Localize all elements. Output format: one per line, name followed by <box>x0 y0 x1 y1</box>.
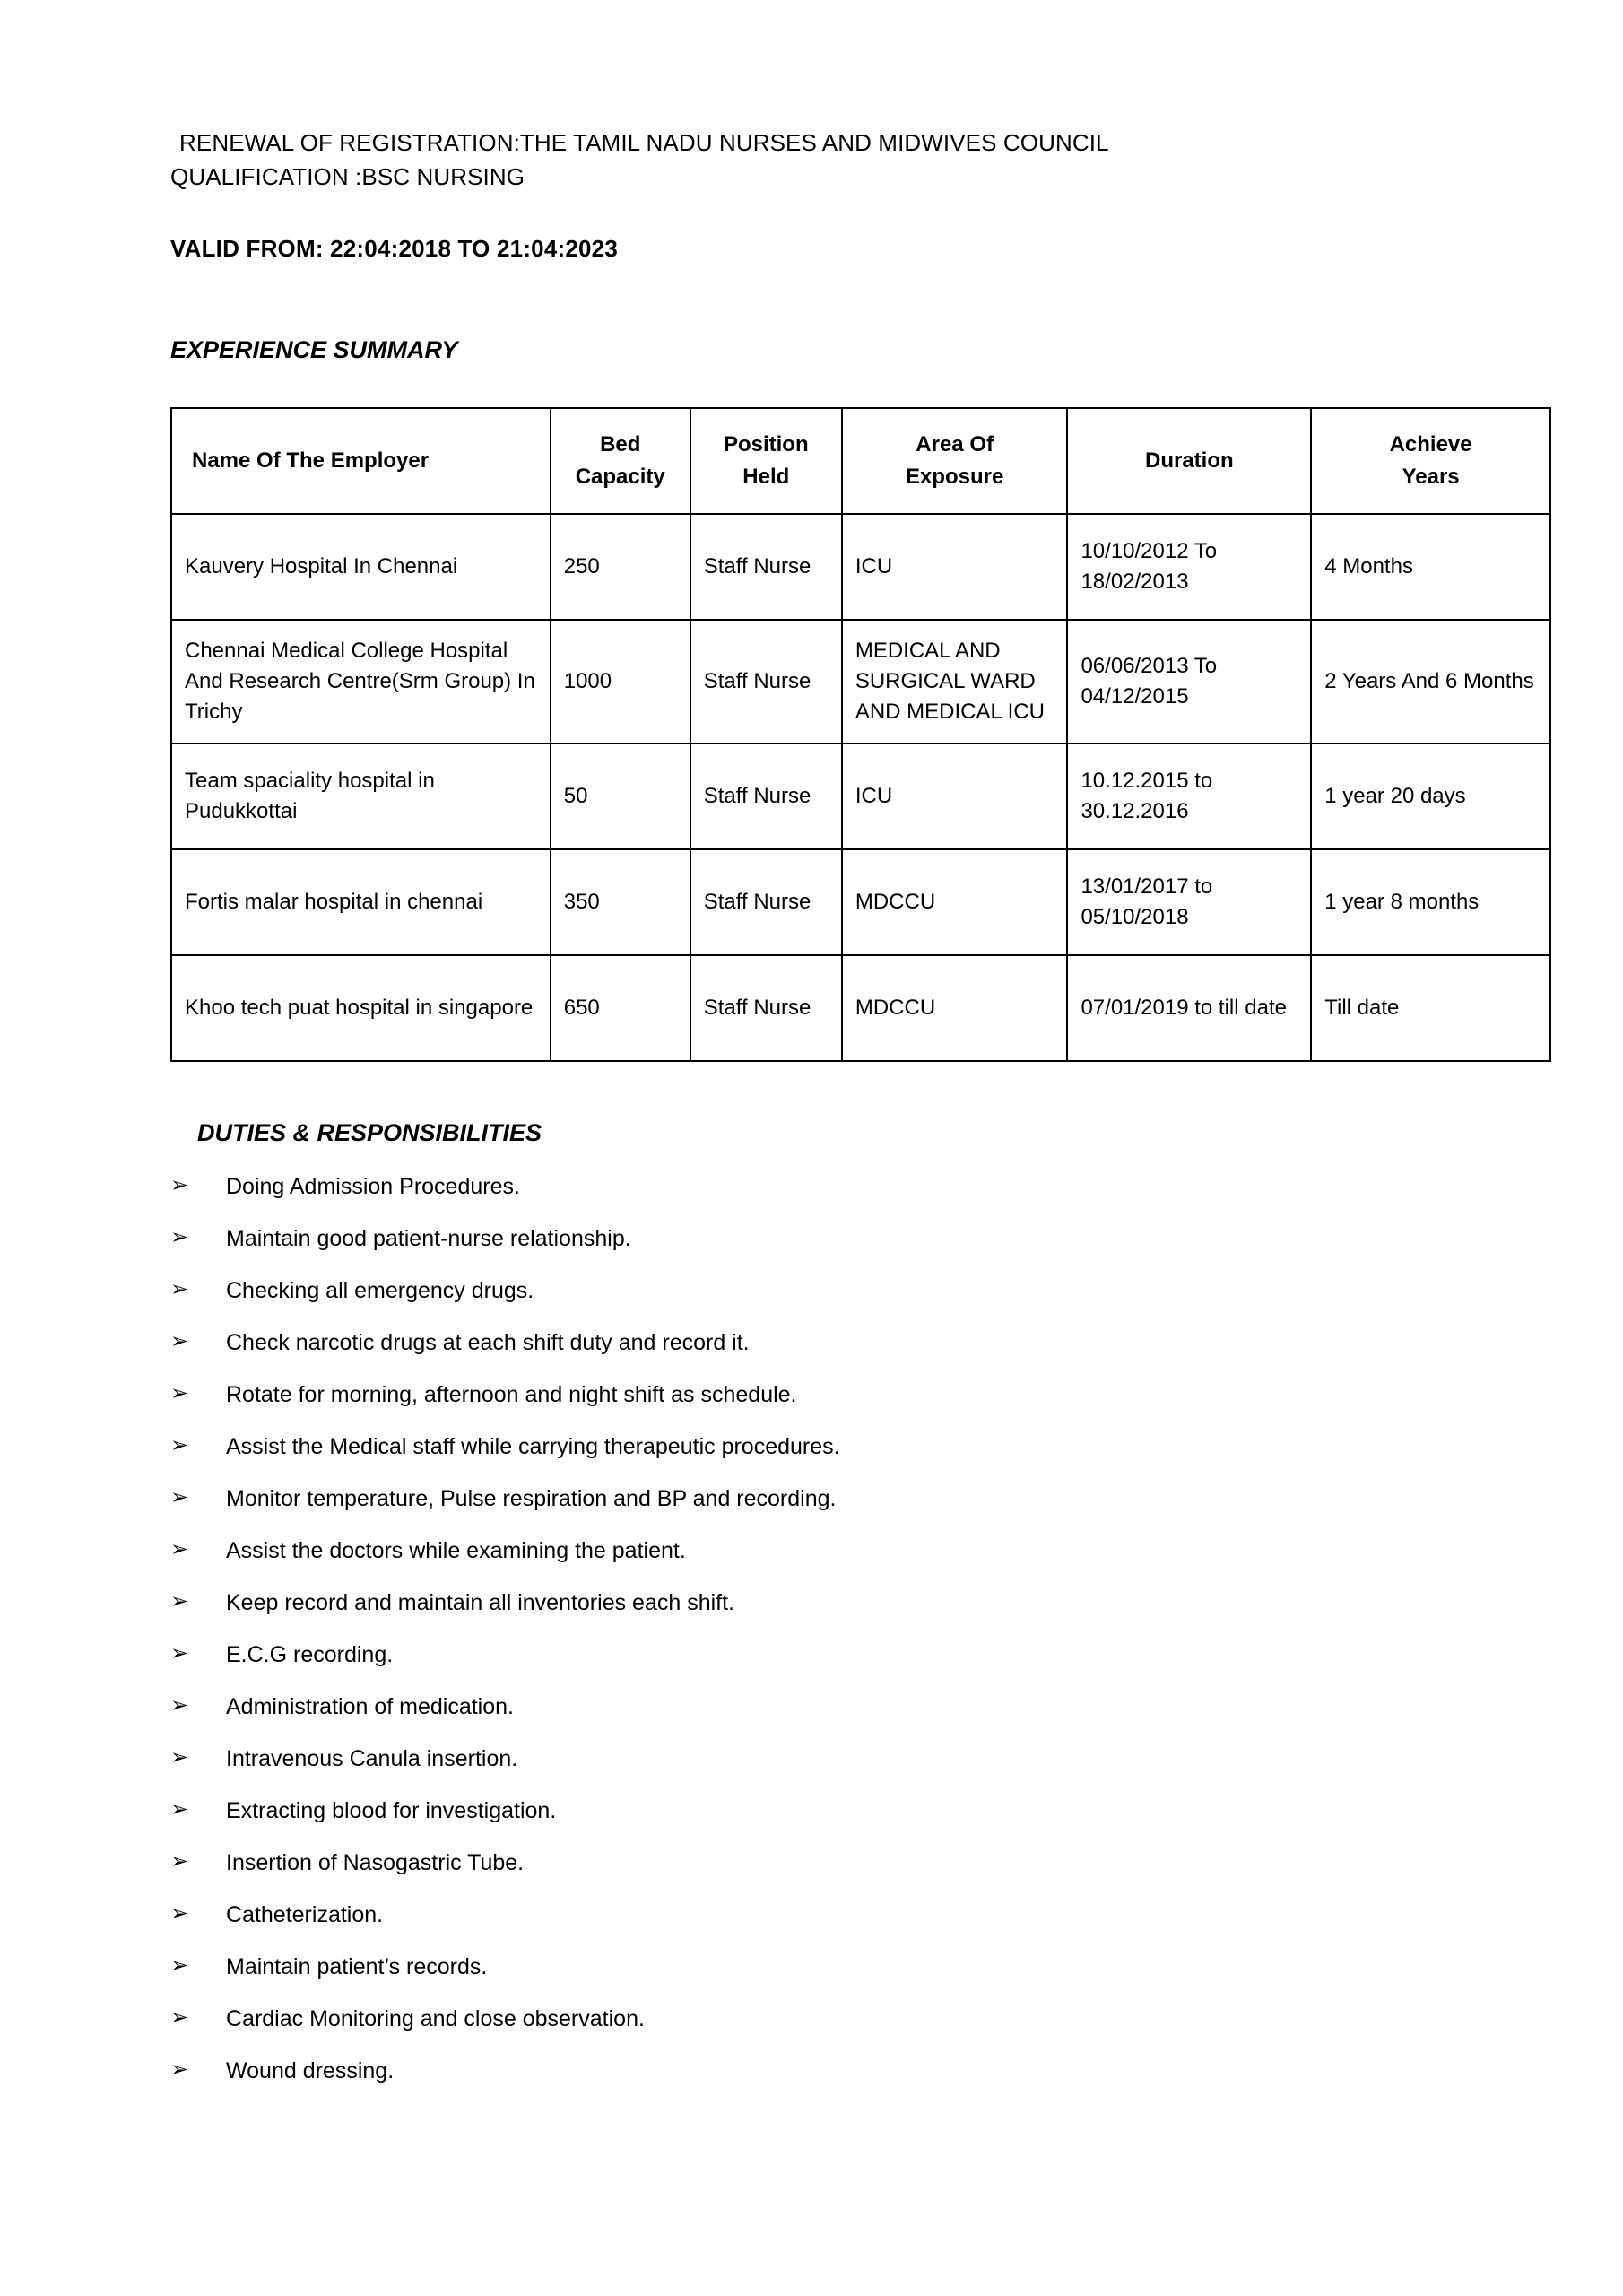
column-header-achieve-line2: Years <box>1402 465 1460 489</box>
list-item-label: Keep record and maintain all inventories each shift. <box>226 1590 734 1615</box>
column-header-achieve-line1: Achieve <box>1389 432 1472 457</box>
arrow-bullet-icon: ➢ <box>170 1745 189 1770</box>
experience-table <box>170 407 1551 1062</box>
arrow-bullet-icon: ➢ <box>170 1589 189 1613</box>
arrow-bullet-icon: ➢ <box>170 1953 189 1978</box>
cell-bed-capacity: 250 <box>551 514 690 620</box>
column-header-position-held-line2: Held <box>742 465 790 489</box>
list-item <box>170 1588 1515 1617</box>
cell-position: Staff Nurse <box>690 514 842 620</box>
list-item <box>170 2057 1515 2085</box>
list-item <box>170 1692 1515 1721</box>
list-item <box>170 1380 1515 1409</box>
qualification-line: QUALIFICATION :BSC NURSING <box>170 163 525 190</box>
cell-area: ICU <box>842 744 1068 849</box>
column-header-position-held-line1: Position <box>723 432 809 457</box>
list-item-label: Catheterization. <box>226 1902 384 1927</box>
list-item-label: Intravenous Canula insertion. <box>226 1746 518 1771</box>
cell-area: MDCCU <box>842 955 1068 1061</box>
column-header-bed-capacity-line2: Capacity <box>575 465 665 489</box>
list-item-label: E.C.G recording. <box>226 1642 394 1667</box>
list-item <box>170 1432 1515 1461</box>
duties-title: DUTIES & RESPONSIBILITIES <box>197 1119 542 1146</box>
list-item-label: Cardiac Monitoring and close observation. <box>226 2006 645 2031</box>
cell-achieve: 4 Months <box>1311 514 1550 620</box>
cell-achieve: Till date <box>1311 955 1550 1061</box>
column-header-bed-capacity-line1: Bed <box>600 432 641 457</box>
list-item-label: Administration of medication. <box>226 1694 514 1719</box>
list-item <box>170 1328 1515 1357</box>
list-item <box>170 1172 1515 1201</box>
column-header-area-line2: Exposure <box>905 465 1004 489</box>
arrow-bullet-icon: ➢ <box>170 1641 189 1665</box>
column-header-position-held <box>690 408 842 514</box>
cell-employer: Khoo tech puat hospital in singapore <box>171 955 551 1061</box>
arrow-bullet-icon: ➢ <box>170 1329 189 1353</box>
list-item <box>170 1900 1515 1929</box>
list-item-label: Assist the Medical staff while carrying therapeutic procedures. <box>226 1434 840 1459</box>
cell-position: Staff Nurse <box>690 620 842 744</box>
cell-area: ICU <box>842 514 1068 620</box>
column-header-employer <box>171 408 551 514</box>
column-header-duration-line1: Duration <box>1145 448 1234 473</box>
table-header-row <box>171 408 1550 514</box>
validity-line: VALID FROM: 22:04:2018 TO 21:04:2023 <box>170 235 618 262</box>
list-item-label: Check narcotic drugs at each shift duty and record it. <box>226 1330 750 1355</box>
experience-summary-title: EXPERIENCE SUMMARY <box>170 336 458 363</box>
table-row <box>171 620 1550 744</box>
list-item <box>170 1640 1515 1669</box>
cell-bed-capacity: 650 <box>551 955 690 1061</box>
cell-area: MEDICAL AND SURGICAL WARD AND MEDICAL ICU <box>842 620 1068 744</box>
cell-position: Staff Nurse <box>690 744 842 849</box>
cell-bed-capacity: 50 <box>551 744 690 849</box>
list-item <box>170 1484 1515 1513</box>
arrow-bullet-icon: ➢ <box>170 1693 189 1718</box>
list-item-label: Assist the doctors while examining the patient. <box>226 1538 686 1563</box>
cell-employer: Fortis malar hospital in chennai <box>171 849 551 955</box>
column-header-duration <box>1067 408 1311 514</box>
list-item <box>170 1224 1515 1253</box>
column-header-area-line1: Area Of <box>916 432 994 457</box>
list-item <box>170 1848 1515 1877</box>
list-item <box>170 1536 1515 1565</box>
list-item-label: Doing Admission Procedures. <box>226 1174 520 1199</box>
cell-duration: 13/01/2017 to 05/10/2018 <box>1067 849 1311 955</box>
cell-achieve: 1 year 8 months <box>1311 849 1550 955</box>
arrow-bullet-icon: ➢ <box>170 2005 189 2030</box>
cell-duration: 06/06/2013 To 04/12/2015 <box>1067 620 1311 744</box>
list-item <box>170 1276 1515 1305</box>
list-item-label: Maintain patient’s records. <box>226 1954 488 1979</box>
list-item-label: Wound dressing. <box>226 2058 395 2083</box>
registration-line: RENEWAL OF REGISTRATION:THE TAMIL NADU NURSES AND MIDWIVES COUNCIL <box>179 129 1109 156</box>
duties-list <box>170 1172 1515 2085</box>
table-row <box>171 514 1550 620</box>
arrow-bullet-icon: ➢ <box>170 1433 189 1457</box>
arrow-bullet-icon: ➢ <box>170 2057 189 2082</box>
list-item <box>170 2005 1515 2033</box>
cell-area: MDCCU <box>842 849 1068 955</box>
column-header-bed-capacity <box>551 408 690 514</box>
arrow-bullet-icon: ➢ <box>170 1485 189 1509</box>
cell-employer: Team spaciality hospital in Pudukkottai <box>171 744 551 849</box>
list-item <box>170 1952 1515 1981</box>
arrow-bullet-icon: ➢ <box>170 1901 189 1926</box>
cell-duration: 07/01/2019 to till date <box>1067 955 1311 1061</box>
list-item-label: Extracting blood for investigation. <box>226 1798 557 1823</box>
cell-bed-capacity: 1000 <box>551 620 690 744</box>
column-header-achieve-years <box>1311 408 1550 514</box>
arrow-bullet-icon: ➢ <box>170 1381 189 1405</box>
list-item-label: Maintain good patient-nurse relationship. <box>226 1226 631 1251</box>
list-item-label: Rotate for morning, afternoon and night shift as schedule. <box>226 1382 797 1407</box>
arrow-bullet-icon: ➢ <box>170 1797 189 1822</box>
cell-position: Staff Nurse <box>690 849 842 955</box>
list-item-label: Checking all emergency drugs. <box>226 1278 534 1303</box>
arrow-bullet-icon: ➢ <box>170 1173 189 1197</box>
cell-duration: 10/10/2012 To 18/02/2013 <box>1067 514 1311 620</box>
list-item-label: Insertion of Nasogastric Tube. <box>226 1850 525 1875</box>
list-item <box>170 1744 1515 1773</box>
column-header-employer-line1: Name Of The Employer <box>192 448 430 473</box>
table-row <box>171 955 1550 1061</box>
list-item <box>170 1796 1515 1825</box>
table-row <box>171 849 1550 955</box>
column-header-area-of-exposure <box>842 408 1068 514</box>
cell-position: Staff Nurse <box>690 955 842 1061</box>
arrow-bullet-icon: ➢ <box>170 1225 189 1249</box>
cell-employer: Kauvery Hospital In Chennai <box>171 514 551 620</box>
table-row <box>171 744 1550 849</box>
cell-duration: 10.12.2015 to 30.12.2016 <box>1067 744 1311 849</box>
arrow-bullet-icon: ➢ <box>170 1849 189 1874</box>
cell-achieve: 1 year 20 days <box>1311 744 1550 849</box>
arrow-bullet-icon: ➢ <box>170 1277 189 1301</box>
list-item-label: Monitor temperature, Pulse respiration and BP and recording. <box>226 1486 837 1511</box>
cell-employer: Chennai Medical College Hospital And Research Centre(Srm Group) In Trichy <box>171 620 551 744</box>
cell-achieve: 2 Years And 6 Months <box>1311 620 1550 744</box>
arrow-bullet-icon: ➢ <box>170 1537 189 1561</box>
cell-bed-capacity: 350 <box>551 849 690 955</box>
